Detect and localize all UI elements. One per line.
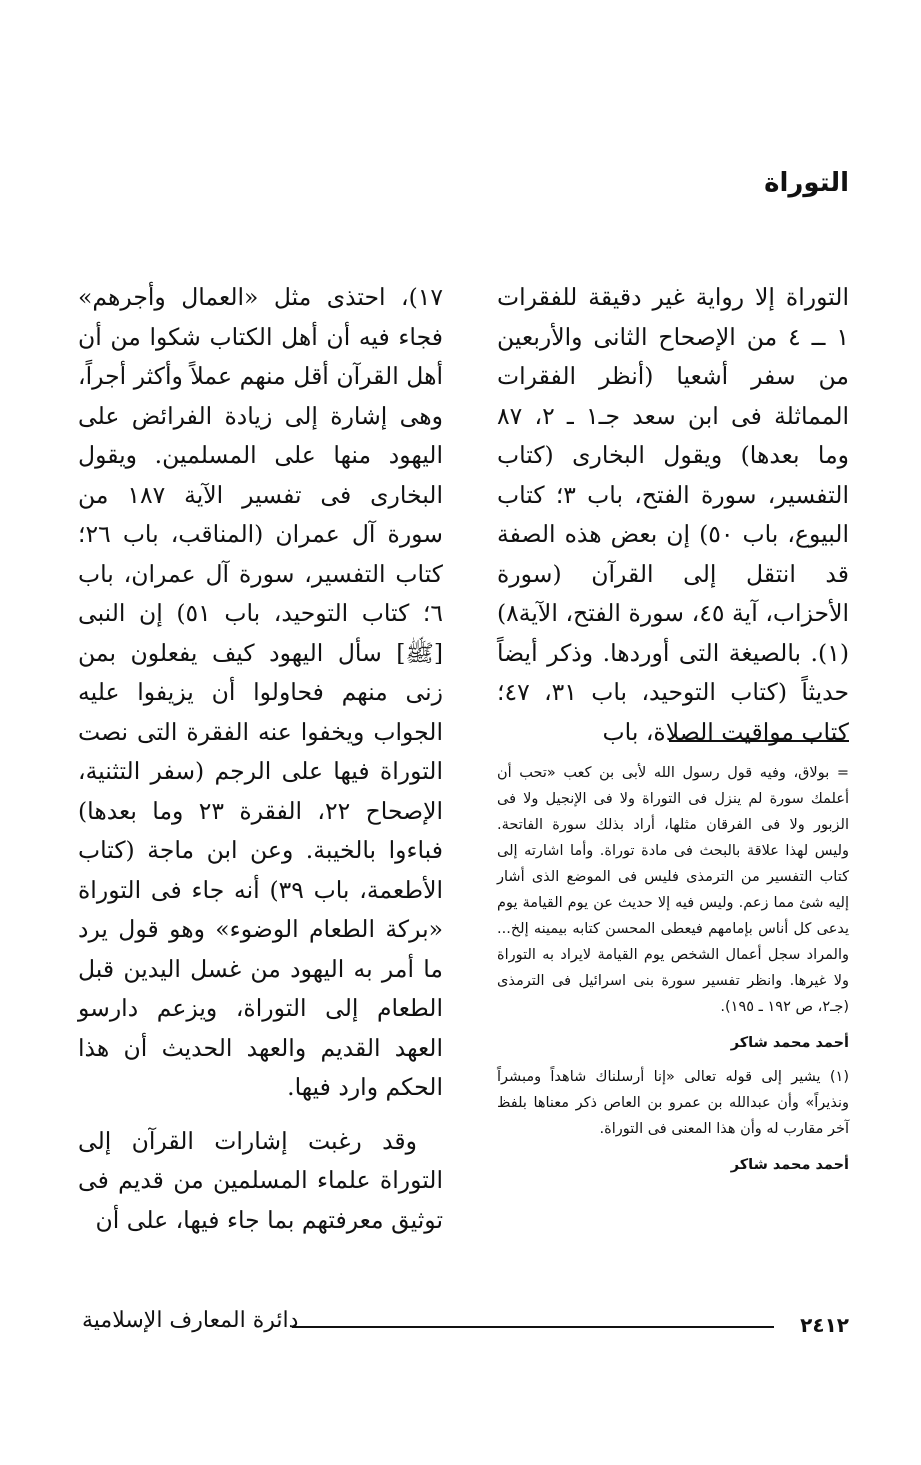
page-number: ٢٤١٢ (800, 1313, 849, 1337)
running-title: التوراة (764, 168, 849, 198)
footnotes (497, 760, 849, 1186)
footnote-1: (١) يشير إلى قوله تعالى «إنا أرسلناك شاهداً ومبشراً ونذيراً» وأن عبدالله بن عمرو بن العاص ذكر معناها بلفظ آخر مقارب له وأن هذا المعنى فى التوراة. (497, 1069, 849, 1137)
left-column-paragraph-1: ١٧)، احتذى مثل «العمال وأجرهم» فجاء فيه أن أهل الكتاب شكوا من أن أهل القرآن أقل منهم عملاً وأكثر أجراً، وهى إشارة إلى زيادة الفرائض على اليهود منها على المسلمين. ويقول البخارى فى تفسير الآية ١٨٧ من سورة آل عمران (المناقب، باب ٢٦؛ كتاب التفسير، سورة آل عمران، باب ٦؛ كتاب التوحيد، باب ٥١) إن النبى [ﷺ] سأل اليهود كيف يفعلون بمن زنى منهم فحاولوا أن يزيفوا عليه الجواب ويخفوا عنه الفقرة التى نصت التوراة فيها على الرجم (سفر التثنية، الإصحاح ٢٢، الفقرة ٢٣ وما بعدها) فباءوا بالخيبة. وعن ابن ماجة (كتاب الأطعمة، باب ٣٩) أنه جاء فى التوراة «بركة الطعام الوضوء» وهو قول يرد ما أمر به اليهود من غسل اليدين قبل الطعام إلى التوراة، ويزعم دارسو العهد القديم والعهد الحديث أن هذا الحكم وارد فيها. (78, 283, 443, 1101)
left-column-paragraph-2: وقد رغبت إشارات القرآن إلى التوراة علماء المسلمين من قديم فى توثيق معرفتهم بما جاء فيها، على أن (78, 1126, 443, 1234)
footnote-continued: = بولاق، وفيه قول رسول الله لأبى بن كعب «تحب أن أعلمك سورة لم ينزل فى التوراة ولا فى الإنجيل ولا فى الزبور ولا فى الفرقان مثلها، أراد بذلك سورة الفاتحة. وليس لهذا علاقة بالبحث فى مادة توراة. وأما اشارته إلى كتاب التفسير من الترمذى فليس فى الموضع الذى أشار إليه شئ مما زعم. وليس فيه إلا حديث عن يوم القيامة يوم يدعى كل أناس بإمامهم فيعطى المحسن كتابه بيمينه إلخ... والمراد سجل أعمال الشخص يوم القيامة لايراد به التوراة ولا غيرها. وانظر تفسير سورة بنى اسرائيل فى الترمذى (جـ٢، ص ١٩٢ ـ ١٩٥). (497, 765, 849, 1015)
right-column (497, 278, 849, 752)
publication-title: دائرة المعارف الإسلامية (82, 1308, 299, 1333)
footnote-signature-1: أحمد محمد شاكر (730, 1035, 849, 1051)
footnote-signature-2: أحمد محمد شاكر (730, 1157, 849, 1173)
left-column (78, 278, 443, 1240)
footer-divider (292, 1326, 774, 1328)
right-column-text: التوراة إلا رواية غير دقيقة للفقرات ١ ــ ٤ من الإصحاح الثانى والأربعين من سفر أشعيا (أنظر الفقرات المماثلة فى ابن سعد جـ١ ـ ٢، ٨٧ وما بعدها) ويقول البخارى (كتاب التفسير، سورة الفتح، باب ٣؛ كتاب البيوع، باب ٥٠) إن بعض هذه الصفة قد انتقل إلى القرآن (سورة الأحزاب، آية ٤٥، سورة الفتح، الآية٨)(١). بالصيغة التى أوردها. وذكر أيضاً حديثاً (كتاب التوحيد، باب ٣١، ٤٧؛ كتاب مواقيت الصلاة، باب (497, 283, 850, 746)
footnote-divider (669, 740, 849, 742)
